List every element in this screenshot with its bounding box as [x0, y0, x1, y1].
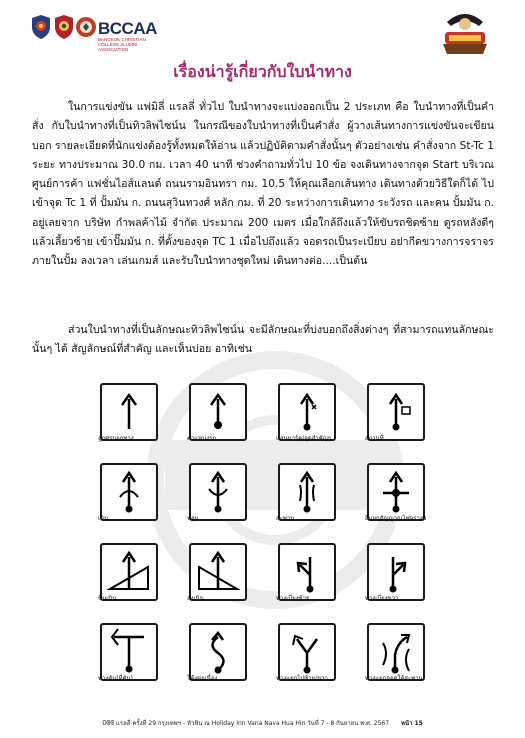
underpass-junction-icon	[369, 625, 423, 679]
landmark-icon	[280, 385, 334, 439]
symbol-label: หลุม	[187, 515, 199, 522]
fork-icon	[280, 625, 334, 679]
footer-event-info: บีซีซี แรลลี่ ครั้งที่ 29 กรุงเทพฯ - หัวหิน ณ Holiday Inn Vana Nava Hua Hin วันที่ 7 - 8 กันยายน พ.ศ. 2567	[102, 720, 390, 727]
symbol-label: ทางเบี่ยงซ้าย	[276, 595, 310, 602]
symbol-label: โค้งต่อเนื่อง	[187, 675, 218, 682]
page-title: เรื่องน่ารู้เกี่ยวกับใบนำทาง	[173, 62, 352, 81]
bear-left-icon	[280, 545, 334, 599]
symbol-label: ขึ้นเนิน	[98, 595, 117, 602]
downhill-icon	[191, 545, 245, 599]
pothole-icon	[191, 465, 245, 519]
symbol-card	[187, 383, 277, 455]
symbol-card	[276, 463, 366, 535]
page-header	[0, 8, 525, 58]
place-icon	[369, 385, 423, 439]
hill-icon	[102, 465, 156, 519]
pirates-rally-logo-icon	[437, 8, 493, 56]
car-position-icon	[191, 385, 245, 439]
symbol-label: สถานที่	[365, 435, 384, 442]
bear-right-icon	[369, 545, 423, 599]
symbol-card	[276, 543, 366, 615]
symbol-label: ลงเนิน	[187, 595, 204, 602]
bridge-icon	[280, 465, 334, 519]
symbol-label: ทางแยกลอดใต้สะพาน	[365, 675, 423, 682]
seal-icon	[53, 14, 75, 40]
paragraph-tulip-signs	[32, 321, 494, 360]
brand-wordmark	[98, 20, 168, 52]
symbol-card	[98, 463, 188, 535]
symbol-label: ทางเบี่ยงขวา	[365, 595, 399, 602]
symbol-label: สี่แยกสัญญาณไฟจราจร	[365, 515, 427, 522]
paragraph-instruction-types	[32, 98, 494, 272]
page-footer	[0, 718, 525, 728]
dead-end-icon	[102, 625, 156, 679]
symbol-card	[276, 623, 366, 695]
traffic-light-junction-icon	[369, 465, 423, 519]
symbol-label: เนิน	[98, 515, 109, 522]
paragraph-1-text: ในการแข่งขัน แฟมิลี่ แรลลี่ ทั่วไป ใบนำทางจะแบ่งออกเป็น 2 ประเภท คือ ใบนำทางที่เป็นคำสั่ง กับใบนำทางที่เป็นทิวลิพไซน์น ในกรณีของใบนำทางที่เป็นคำสั่ง ผู้วางเส้นทางการแข่งขันจะเขียนบอก รายละเอียดที่นักแข่งต้องรู้ทั้งหมดให้อ่าน แล้วปฏิบัติตามคำสั่งนั้นๆ ตัวอย่างเช่น คำสั่งจาก St-Tc 1 ระยะ ทางประมาณ 30.0 กม. เวลา 40 นาที ช่วงคำถามทั่วไป 10 ข้อ จงเดินทางจากจุด Start บริเวณศูนย์การค้า แฟชั่นไอส์แลนด์ ถนนรามอินทรา กม. 10.5 ให้คุณเลือกเส้นทาง เดินทางด้วยวิธีใดก็ได้ ไปเข้าจุด Tc 1 ที่ ปั้มมัน ก. ถนนสุวินทวงศ์ หลัก กม. ที่ 20 ระหว่างการเดินทาง ระวังรถ และคน ปั้มมัน ก. อยู่เลยจาก บริษัท กำพลค้าไม้ จำกัด ประมาณ 200 เมตร เมื่อใกล้ถึงแล้วให้ขับรถชิดซ้าย ดูรถหลังดีๆ แล้วเลี้ยวซ้าย เข้าปั๊มมัน ก. ที่ตั้งของจุด TC 1 เมื่อไปถึงแล้ว จอดรถเป็นระเบียบ อย่ากีดขวางการจราจรภายในปั้ม ลงเวลา เล่นเกมส์ และรับใบนำทางชุดใหม่ เดินทางต่อ....เป็นต้น	[32, 101, 494, 268]
symbol-label: สะพาน	[276, 515, 295, 522]
symbol-label: ทางตัน(ที่ตัน)	[98, 675, 133, 682]
symbol-card	[365, 463, 455, 535]
emblem-icon	[75, 14, 97, 40]
symbol-card	[98, 383, 188, 455]
winding-road-icon	[191, 625, 245, 679]
symbol-card	[365, 383, 455, 455]
tulip-symbol-grid	[98, 383, 428, 693]
arrow-up-icon	[102, 385, 156, 439]
brand-subtitle: BANGKOK CHRISTIAN COLLEGE ALUMNI ASSOCIATION	[98, 37, 146, 52]
page-number: หน้า 15	[400, 720, 423, 727]
symbol-card	[187, 623, 277, 695]
symbol-label: ทางแยกไปซ้าย/ขวา	[276, 675, 328, 682]
symbol-card	[187, 543, 277, 615]
symbol-card	[98, 543, 188, 615]
symbol-label: แลนมาร์ค/จุดสำคัญๆ	[276, 435, 332, 442]
symbol-card	[98, 623, 188, 695]
symbol-label: ตำแหน่งรถ	[187, 435, 216, 442]
symbol-card	[365, 543, 455, 615]
brand-title: BCCAA	[98, 19, 157, 38]
symbol-card	[187, 463, 277, 535]
uphill-icon	[102, 545, 156, 599]
symbol-card	[276, 383, 366, 455]
symbol-label: ลูกศรบอกทาง	[98, 435, 134, 442]
symbol-card	[365, 623, 455, 695]
paragraph-2-text: ส่วนใบนำทางที่เป็นลักษณะทิวลิพไซน์น จะมีลักษณะที่บ่งบอกถึงสิ่งต่างๆ ที่สามารถแทนลักษณะนั้นๆ ได้ สัญลักษณ์ที่สำคัญ และเห็นบ่อย อาทิเช่น	[32, 324, 494, 356]
school-crest-icon	[30, 14, 52, 40]
